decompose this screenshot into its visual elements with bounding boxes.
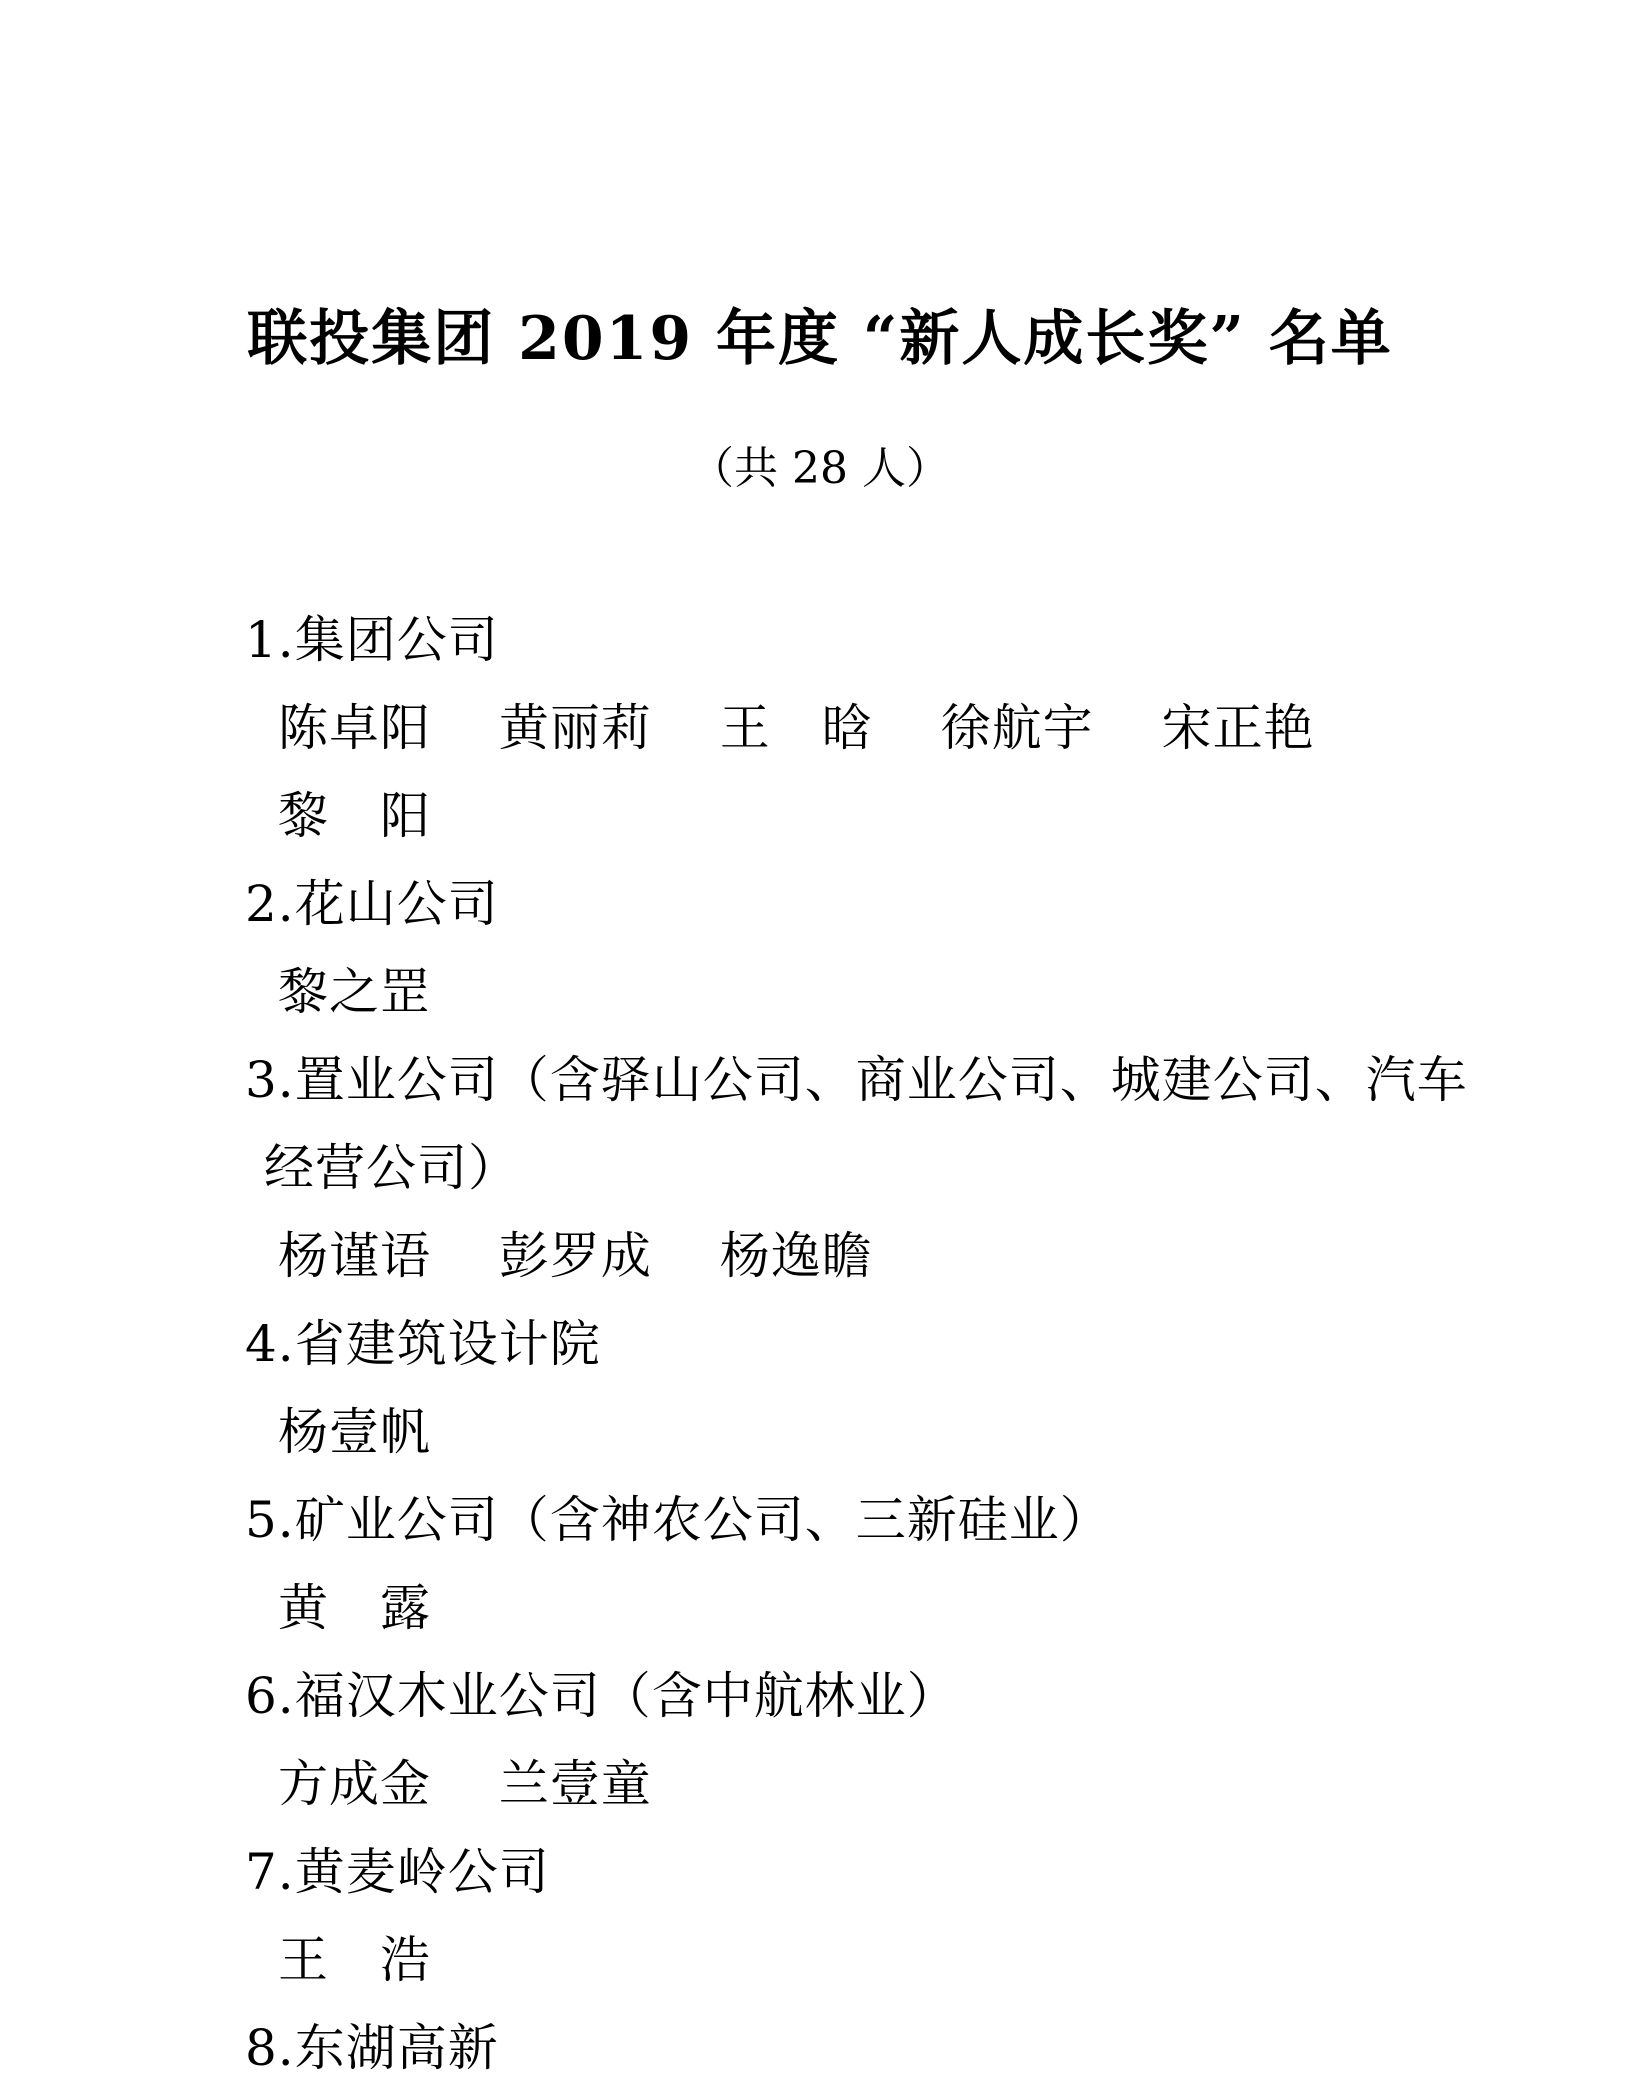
award-list — [0, 596, 1650, 2092]
section-heading-1: 1.集团公司 — [245, 611, 499, 669]
awardee-names-1b: 黎 阳 — [278, 787, 431, 845]
section-heading-2: 2.花山公司 — [245, 875, 499, 933]
section-heading-7: 7.黄麦岭公司 — [245, 1843, 550, 1901]
awardee-names-4: 杨壹帆 — [278, 1403, 431, 1461]
section-heading-3-cont: 经营公司） — [264, 1139, 519, 1197]
section-heading-4: 4.省建筑设计院 — [245, 1315, 601, 1373]
awardee-names-2: 黎之罡 — [278, 963, 431, 1021]
awardee-names-1a: 陈卓阳 黄丽莉 王 晗 徐航宇 宋正艳 — [278, 699, 1315, 757]
awardee-names-6: 方成金 兰壹童 — [278, 1755, 652, 1813]
section-heading-3: 3.置业公司（含驿山公司、商业公司、城建公司、汽车 — [245, 1051, 1468, 1109]
document-subtitle: （共 28 人） — [690, 443, 950, 494]
section-heading-6: 6.福汉木业公司（含中航林业） — [245, 1667, 958, 1725]
awardee-names-3: 杨谨语 彭罗成 杨逸瞻 — [278, 1227, 873, 1285]
awardee-names-7: 王 浩 — [278, 1931, 431, 1989]
section-heading-8: 8.东湖高新 — [245, 2019, 499, 2077]
document-title: 联投集团 2019 年度 “新人成长奖” 名单 — [247, 304, 1393, 374]
awardee-names-5: 黄 露 — [278, 1579, 431, 1637]
section-heading-5: 5.矿业公司（含神农公司、三新硅业） — [245, 1491, 1111, 1549]
